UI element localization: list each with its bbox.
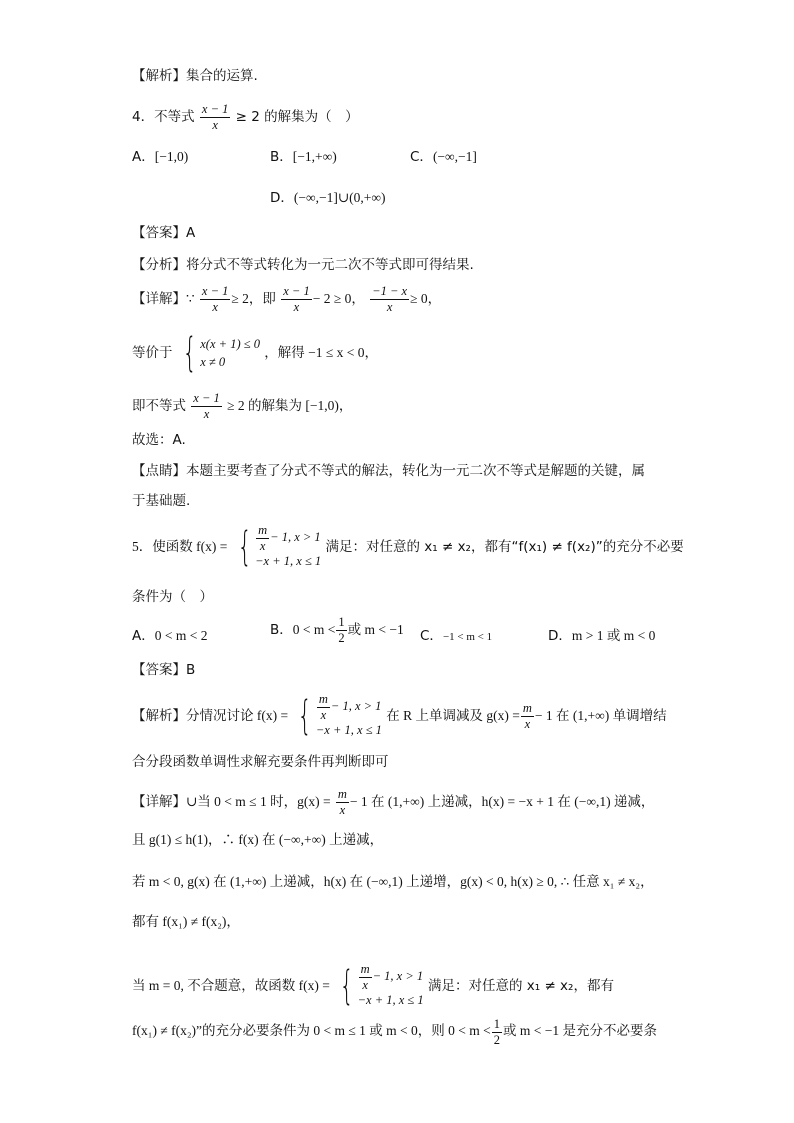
q5-detail-3: 若 m < 0, g(x) 在 (1,+∞) 上递减，h(x) 在 (−∞,1) 上递增，g(x) < 0, h(x) ≥ 0, ∴ 任意 x₁ ≠ x₂， bbox=[132, 874, 654, 889]
q4-comment: 【点睛】本题主要考查了分式不等式的解法，转化为一元二次不等式是解题的关键，属 bbox=[132, 463, 645, 479]
question-5-stem: 5．使函数 f(x) = { $\frac{m}{x}$ − 1, x > 1 −x + 1, x ≤ 1 满足：对任意的 x₁ ≠ x₂，都有“f(x₁) ≠ f(x₂)”的充分不必要 bbox=[132, 523, 684, 570]
q4-stem-suffix: ≥ 2 的解集为（ ） bbox=[235, 109, 359, 125]
analysis-text: 集合的运算. bbox=[186, 68, 258, 84]
q5-detail-4: 都有 f(x₁) ≠ f(x₂)， bbox=[132, 914, 240, 929]
q5-analysis: 【解析】分情况讨论 f(x) = { $\frac{m}{x}$ − 1, x > 1 −x + 1, x ≤ 1 在 R 上单调减及 g(x) = $\frac{m}{x}$ − 1 在 (1,+∞) 单调增结 bbox=[132, 692, 667, 739]
analysis-line bbox=[132, 66, 674, 86]
q4-detail: 【详解】∵ $\frac{x - 1}{x}$ ≥ 2，即 $\frac{x - 1}{x}$ − 2 ≥ 0， $\frac{-1 - x}{x}$ ≥ 0， bbox=[132, 284, 442, 314]
q4-comment-cont: 于基础题. bbox=[132, 493, 191, 509]
q5-option-a: A．0 < m < 2 bbox=[132, 628, 208, 644]
q5-stem-cont: 条件为（ ） bbox=[132, 589, 213, 605]
q4-fraction: $\frac{x - 1}{x}$ bbox=[201, 102, 229, 132]
q5-option-c: C．−1 < m < 1 bbox=[420, 628, 493, 644]
q5-detail: 【详解】∪当 0 < m ≤ 1 时，g(x) = $\frac{m}{x}$ − 1 在 (1,+∞) 上递减，h(x) = −x + 1 在 (−∞,1) 递减， bbox=[132, 787, 655, 817]
q4-option-d: D．(−∞,−1]∪(0,+∞) bbox=[270, 190, 386, 206]
q4-stem-prefix: 4．不等式 bbox=[132, 109, 195, 125]
q5-answer: 【答案】B bbox=[132, 662, 196, 678]
q4-analysis: 【分析】将分式不等式转化为一元二次不等式即可得结果. bbox=[132, 257, 474, 273]
question-4-stem bbox=[132, 103, 674, 131]
q5-detail-2: 且 g(1) ≤ h(1)，∴ f(x) 在 (−∞,+∞) 上递减， bbox=[132, 832, 384, 847]
q4-choice: 故选：A. bbox=[132, 432, 186, 448]
q4-option-c: C．(−∞,−1] bbox=[410, 149, 477, 165]
q5-detail-5: 当 m = 0, 不合题意，故函数 f(x) = { $\frac{m}{x}$ − 1, x > 1 −x + 1, x ≤ 1 满足：对任意的 x₁ ≠ x₂，都有 bbox=[132, 962, 614, 1009]
q4-option-a: A．[−1,0) bbox=[132, 149, 189, 165]
q5-option-b: B．0 < m < $\frac{1}{2}$ 或 m < −1 bbox=[270, 615, 404, 645]
q4-option-b: B．[−1,+∞) bbox=[270, 149, 337, 165]
q5-detail-6: f(x₁) ≠ f(x₂)”的充分必要条件为 0 < m ≤ 1 或 m < 0，则 0 < m < $\frac{1}{2}$ 或 m < −1 是充分不必要条 bbox=[132, 1017, 658, 1047]
q4-equivalent: 等价于 { x(x + 1) ≤ 0 x ≠ 0 ，解得 −1 ≤ x < 0， bbox=[132, 330, 379, 376]
q4-conclusion: 即不等式 $\frac{x - 1}{x}$ ≥ 2 的解集为 [−1,0)， bbox=[132, 391, 353, 421]
q5-analysis-cont: 合分段函数单调性求解充要条件再判断即可 bbox=[132, 754, 389, 770]
q4-answer: 【答案】A bbox=[132, 225, 196, 241]
analysis-tag: 【解析】 bbox=[132, 68, 186, 84]
q5-option-d: D．m > 1 或 m < 0 bbox=[548, 628, 656, 644]
